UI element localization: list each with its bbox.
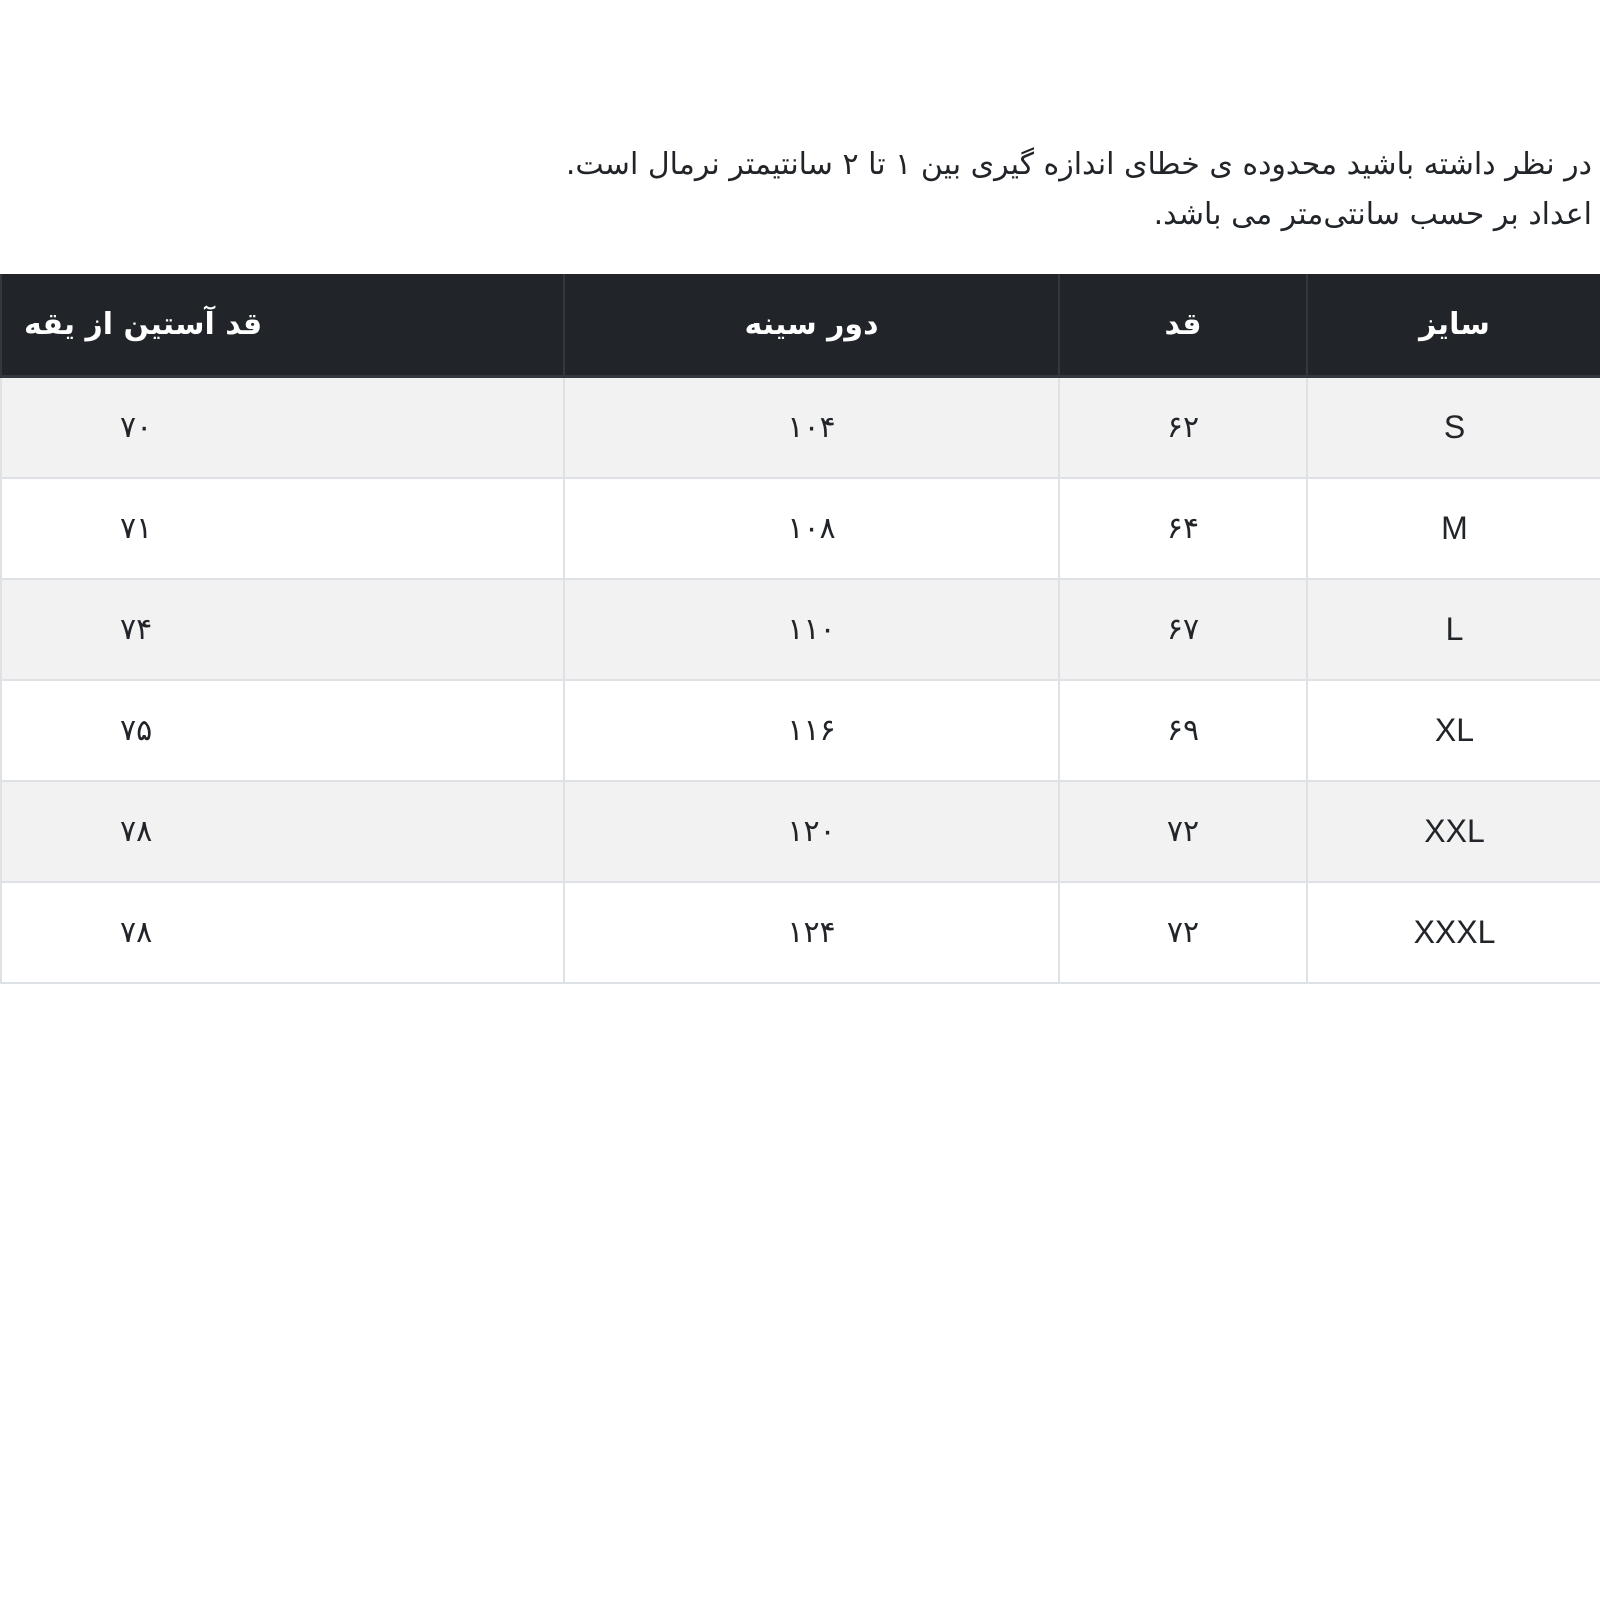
header-row [1,274,1600,377]
height-cell: ۷۲ [1059,781,1307,882]
sleeve-length-cell: ۷۸ [1,781,564,882]
measurement-tolerance-note: در نظر داشته باشید محدوده ی خطای اندازه گیری بین ۱ تا ۲ سانتیمتر نرمال است. [565,147,1592,182]
chest-cell: ۱۱۶ [564,680,1059,781]
table-row [1,882,1600,983]
size-guide-notes [92,140,1592,240]
table-row [1,680,1600,781]
table-row [1,781,1600,882]
chest-cell: ۱۲۴ [564,882,1059,983]
height-cell: ۶۹ [1059,680,1307,781]
table-row [1,478,1600,579]
column-header-height: قد [1059,274,1307,377]
size-chart-table [0,274,1600,984]
chest-cell: ۱۲۰ [564,781,1059,882]
chest-cell: ۱۰۸ [564,478,1059,579]
table-row [1,377,1600,479]
size-chart-body [1,377,1600,984]
sleeve-length-cell: ۷۵ [1,680,564,781]
column-header-sleeve-length: قد آستین از یقه [1,274,564,377]
table-row [1,579,1600,680]
sleeve-length-cell: ۷۱ [1,478,564,579]
sleeve-length-cell: ۷۴ [1,579,564,680]
height-cell: ۶۲ [1059,377,1307,479]
size-cell: L [1307,579,1600,680]
chest-cell: ۱۱۰ [564,579,1059,680]
column-header-size: سایز [1307,274,1600,377]
column-header-chest: دور سینه [564,274,1059,377]
size-cell: XXL [1307,781,1600,882]
size-cell: S [1307,377,1600,479]
sleeve-length-cell: ۷۰ [1,377,564,479]
size-cell: M [1307,478,1600,579]
height-cell: ۶۴ [1059,478,1307,579]
size-cell: XXXL [1307,882,1600,983]
size-chart-header [1,274,1600,377]
height-cell: ۶۷ [1059,579,1307,680]
size-cell: XL [1307,680,1600,781]
height-cell: ۷۲ [1059,882,1307,983]
units-note: اعداد بر حسب سانتی‌متر می باشد. [1153,197,1592,232]
sleeve-length-cell: ۷۸ [1,882,564,983]
chest-cell: ۱۰۴ [564,377,1059,479]
